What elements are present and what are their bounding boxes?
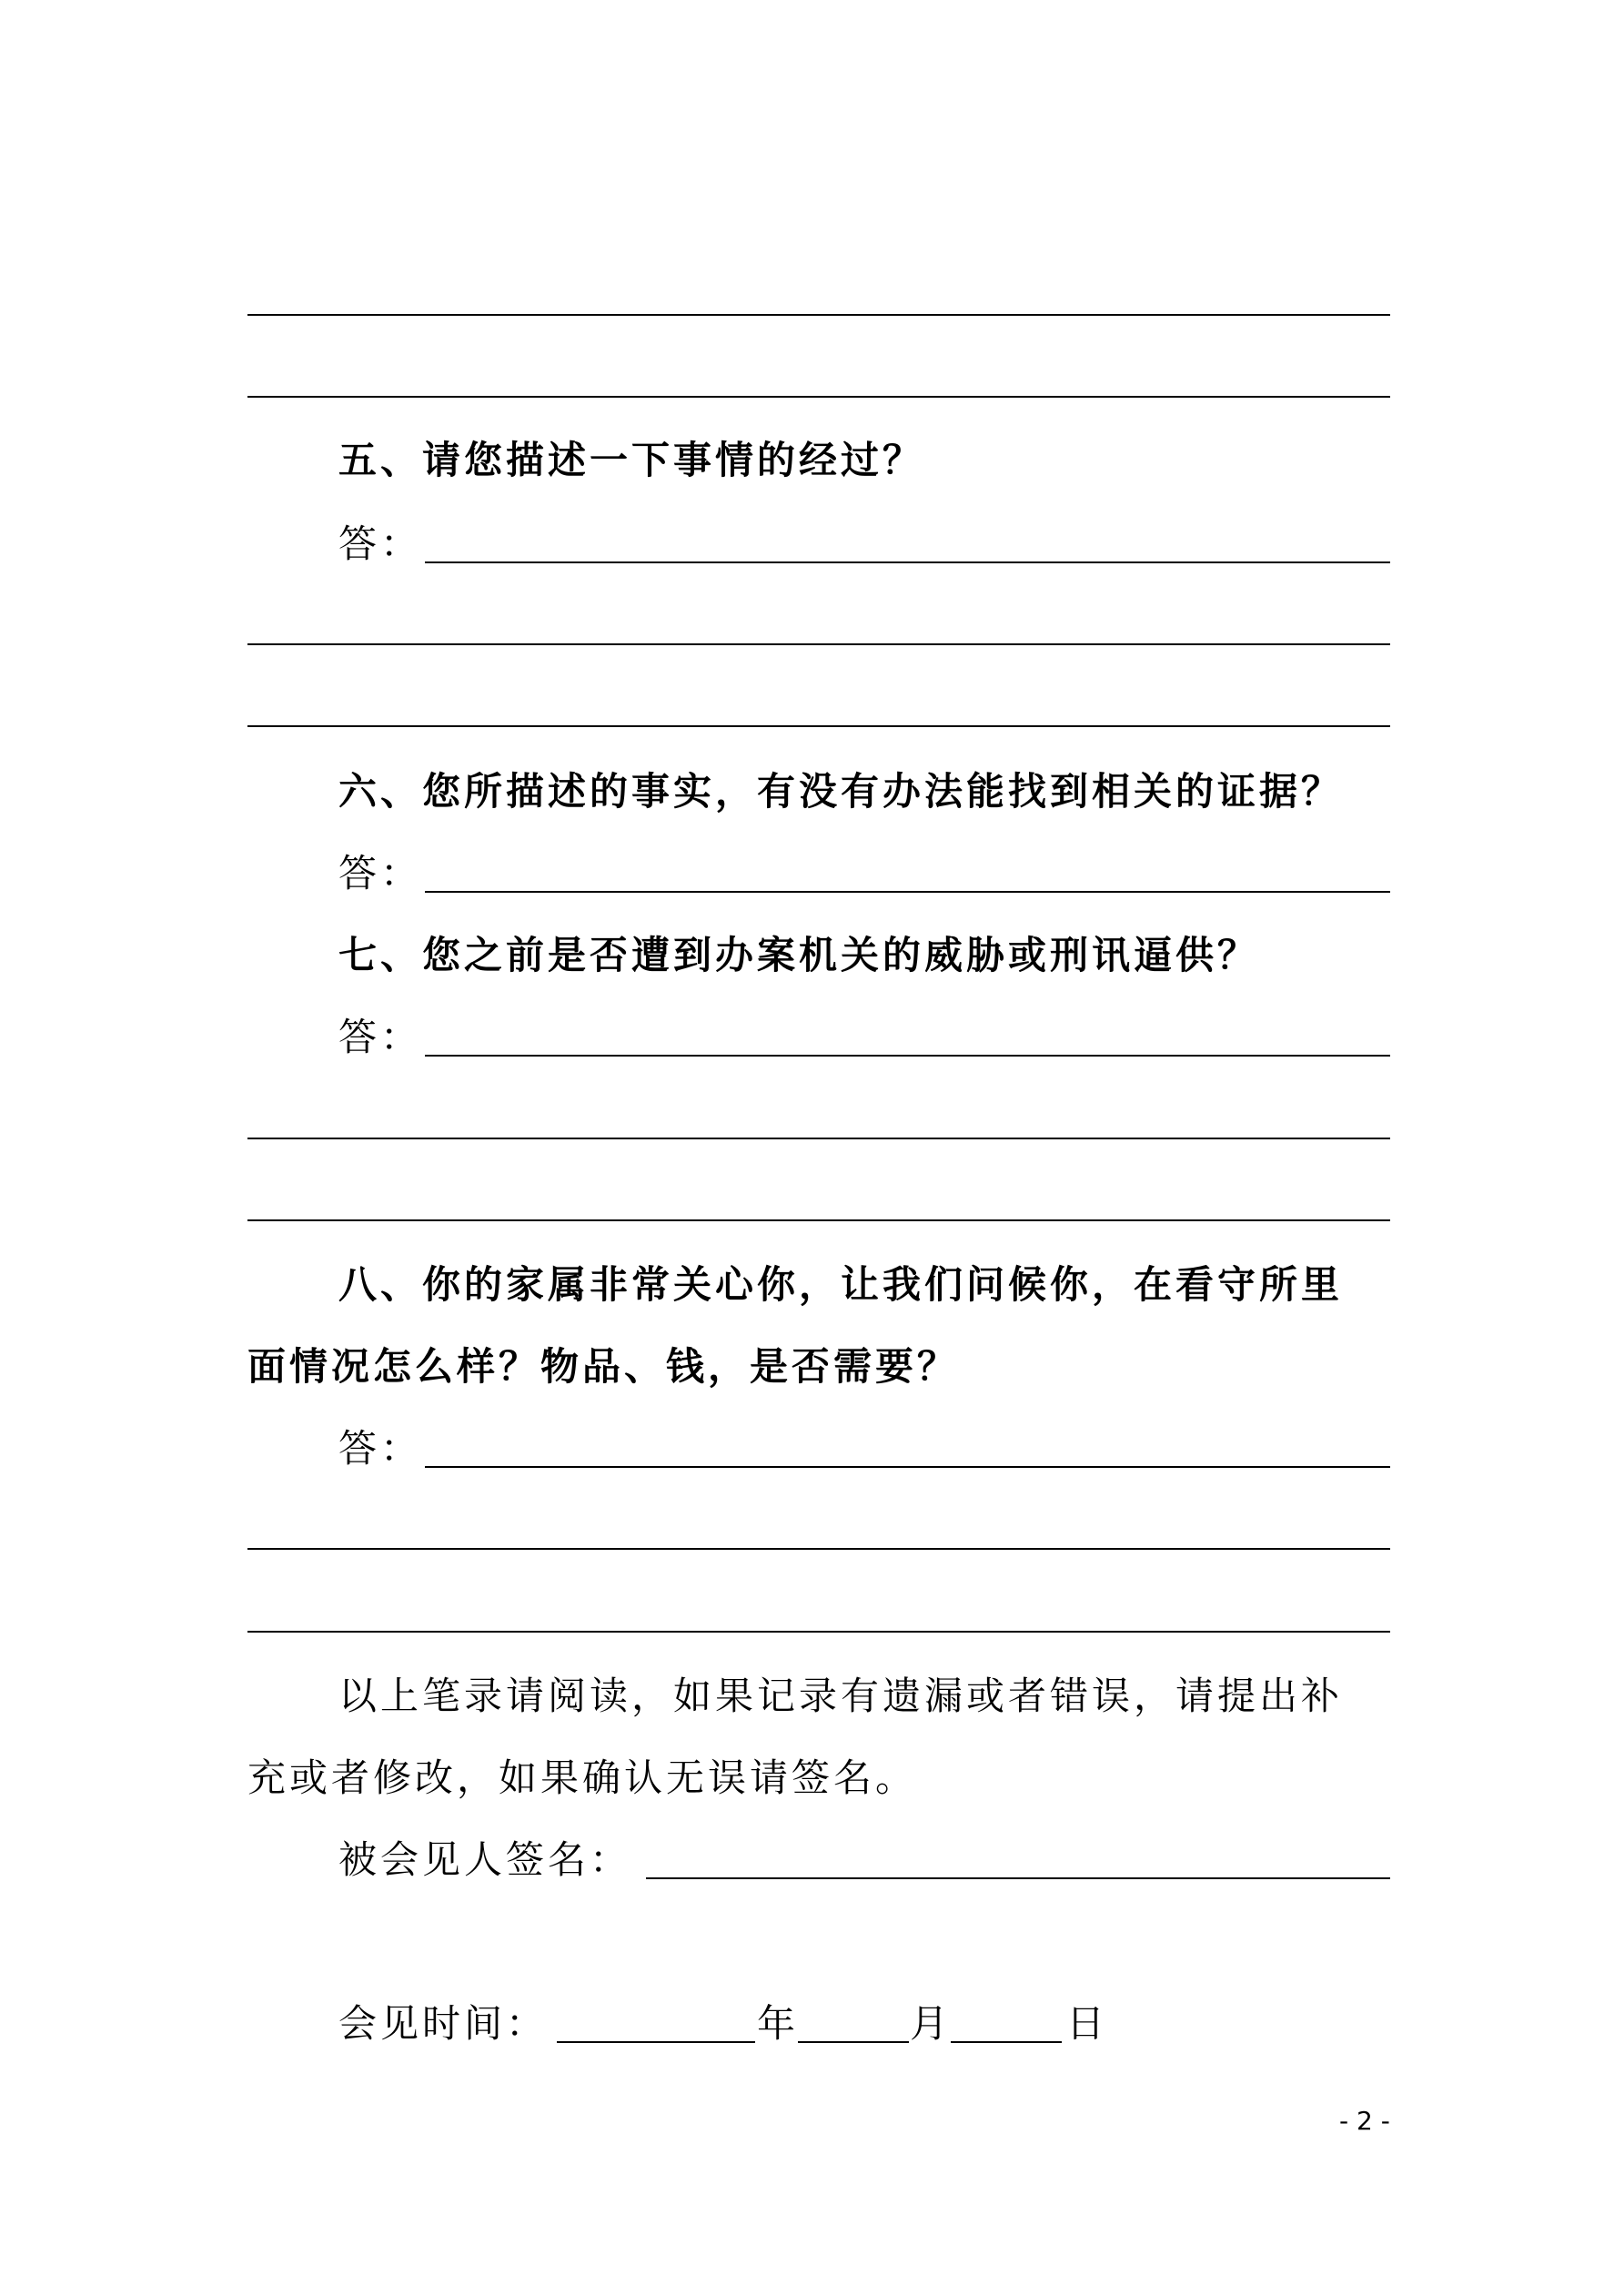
answer-line-5[interactable] <box>247 725 1390 727</box>
signature-label: 被会见人签名： <box>338 1837 632 1882</box>
answer-line[interactable] <box>247 314 1390 316</box>
month-field[interactable] <box>798 2041 909 2043</box>
answer-line-7[interactable] <box>425 1055 1390 1057</box>
answer-label-6: 答： <box>338 851 423 895</box>
question-6: 六、您所描述的事实，有没有办法能找到相关的证据？ <box>338 769 1344 814</box>
answer-line-8[interactable] <box>425 1466 1390 1468</box>
answer-line-6[interactable] <box>425 891 1390 893</box>
answer-line-8[interactable] <box>247 1548 1390 1550</box>
question-5: 五、请您描述一下事情的经过？ <box>338 438 925 482</box>
answer-line-5[interactable] <box>247 643 1390 645</box>
signature-line[interactable] <box>646 1877 1390 1879</box>
meeting-time-label: 会见时间： <box>338 2001 549 2046</box>
year-label: 年 <box>757 2001 800 2046</box>
answer-line-7[interactable] <box>247 1219 1390 1221</box>
page-number: - 2 - <box>1339 2106 1390 2136</box>
answer-line-5[interactable] <box>425 561 1390 563</box>
closing-paragraph-line-1: 以上笔录请阅读，如果记录有遗漏或者错误，请提出补 <box>338 1674 1344 1718</box>
year-field[interactable] <box>557 2041 755 2043</box>
day-label: 日 <box>1066 2001 1109 2046</box>
answer-label-7: 答： <box>338 1015 423 1059</box>
month-label: 月 <box>910 2001 953 2046</box>
answer-label-5: 答： <box>338 521 423 566</box>
question-8-line-1: 八、你的家属非常关心你，让我们问候你，在看守所里 <box>338 1262 1344 1307</box>
answer-label-8: 答： <box>338 1426 423 1471</box>
question-8-line-2: 面情况怎么样？物品、钱，是否需要？ <box>247 1344 960 1389</box>
answer-line-7[interactable] <box>247 1138 1390 1139</box>
day-field[interactable] <box>951 2041 1062 2043</box>
answer-line[interactable] <box>247 396 1390 398</box>
closing-paragraph-line-2: 充或者修改，如果确认无误请签名。 <box>247 1755 918 1800</box>
question-7: 七、您之前是否遭到办案机关的威胁或刑讯逼供？ <box>338 933 1260 977</box>
answer-line-8[interactable] <box>247 1631 1390 1633</box>
